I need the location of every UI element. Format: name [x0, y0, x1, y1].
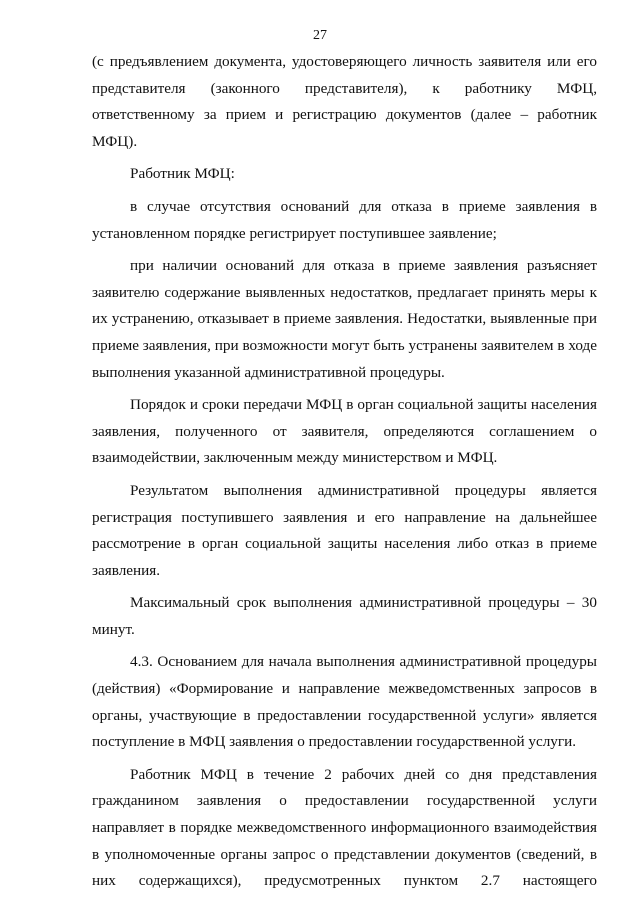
document-body: [92, 49, 597, 895]
paragraph-5: Порядок и сроки передачи МФЦ в орган социальной защиты населения заявления, полученного от заявителя, определяются соглашением о взаимодействии, заключенным между министерством и МФЦ.: [92, 396, 597, 467]
paragraph-8: 4.3. Основанием для начала выполнения административной процедуры (действия) «Формирование и направление межведомственных запросов в органы, участвующие в предоставлении государственной услуги» является поступление в МФЦ заявления о предоставлении государственной услуги.: [92, 653, 597, 751]
paragraph-4: при наличии оснований для отказа в приеме заявления разъясняет заявителю содержание выявленных недостатков, предлагает принять меры к их устранению, отказывает в приеме заявления. Недостатки, выявленные при приеме заявления, при возможности могут быть устранены заявителем в ходе выполнения указанной административной процедуры.: [92, 257, 597, 381]
paragraph-3: в случае отсутствия оснований для отказа в приеме заявления в установленном порядке регистрирует поступившее заявление;: [92, 197, 597, 242]
paragraph-7: Максимальный срок выполнения административной процедуры – 30 минут.: [92, 594, 597, 638]
paragraph-9: Работник МФЦ в течение 2 рабочих дней со дня представления гражданином заявления о предоставлении государственной услуги направляет в порядке межведомственного информационного взаимодействия в уполномоченные органы запрос о представлении документов (сведений, в них содержащихся), предусмотренных пунктом 2.7 настоящего: [92, 765, 597, 890]
page-number: 27: [313, 28, 327, 43]
paragraph-6: Результатом выполнения административной процедуры является регистрация поступившего заявления и его направление на дальнейшее рассмотрение в орган социальной защиты населения либо отказ в приеме заявления.: [92, 481, 597, 579]
paragraph-2: Работник МФЦ:: [130, 165, 235, 183]
paragraph-1: (с предъявлением документа, удостоверяющего личность заявителя или его представителя (законного представителя), к работнику МФЦ, ответственному за прием и регистрацию документов (далее – работник МФЦ).: [92, 53, 597, 150]
